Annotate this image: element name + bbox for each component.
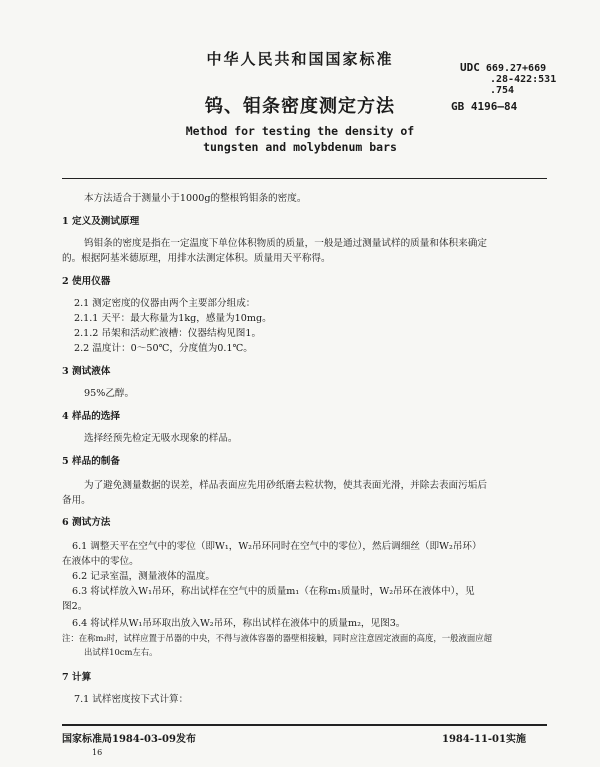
clause-6-2: 6.2 记录室温，测量液体的温度。 <box>72 571 216 582</box>
issue-date: 国家标准局1984-03-09发布 <box>62 734 196 745</box>
clause-2-1: 2.1 测定密度的仪器由两个主要部分组成： <box>74 298 256 309</box>
section-2-title: 2 使用仪器 <box>62 276 111 287</box>
udc-code <box>460 62 556 96</box>
udc-line-3: .754 <box>490 85 515 96</box>
document-title: 钨、钼条密度测定方法 <box>205 96 395 117</box>
clause-2-1-2: 2.1.2 吊架和活动贮液槽：仪器结构见图1。 <box>74 328 262 339</box>
section-1-title: 1 定义及测试原理 <box>62 216 140 227</box>
english-title-line-2: tungsten and molybdenum bars <box>203 140 397 154</box>
section-3-title: 3 测试液体 <box>62 366 111 377</box>
header-rule <box>62 178 547 179</box>
section-7-title: 7 计算 <box>62 672 92 683</box>
section-1-para-line-2: 的。根据阿基米德原理，用排水法测定体积。质量用天平称得。 <box>62 253 331 264</box>
udc-line-2: .28-422:531 <box>490 74 557 85</box>
section-5-para-line-1: 为了避免测量数据的误差，样品表面应先用砂纸磨去粒状物，使其表面光滑，并除去表面污垢后 <box>84 480 487 491</box>
clause-6-3-line-1: 6.3 将试样放入W₁吊环，称出试样在空气中的质量m₁（在称m₁质量时，W₂吊环在液体中），见 <box>72 586 475 597</box>
clause-6-1-line-2: 在液体中的零位。 <box>62 556 139 567</box>
section-1-para-line-1: 钨钼条的密度是指在一定温度下单位体积物质的质量，一般是通过测量试样的质量和体积来确定 <box>84 238 487 249</box>
udc-label: UDC <box>460 61 480 74</box>
clause-6-4: 6.4 将试样从W₁吊环取出放入W₂吊环，称出试样在液体中的质量m₂，见图3。 <box>72 618 406 629</box>
intro-paragraph: 本方法适合于测量小于1000g的整根钨钼条的密度。 <box>84 193 307 204</box>
footer-rule <box>62 724 547 726</box>
gb-number: GB 4196—84 <box>451 100 518 113</box>
english-title-line-1: Method for testing the density of <box>185 124 415 138</box>
section-5-title: 5 样品的制备 <box>62 456 120 467</box>
effective-date: 1984-11-01实施 <box>442 734 526 745</box>
issuing-country-standard: 中华人民共和国国家标准 <box>206 50 394 68</box>
udc-line-1: 669.27+669 <box>485 63 547 74</box>
note-line-1: 注：在称m₂时，试样应置于吊器的中央，不得与液体容器的器壁相接触，同时应注意固定液面的高度，一般液面应超 <box>62 633 493 643</box>
clause-2-1-1: 2.1.1 天平：最大称量为1kg，感量为10mg。 <box>74 313 272 324</box>
section-3-para: 95%乙醇。 <box>84 388 135 399</box>
section-4-title: 4 样品的选择 <box>62 411 120 422</box>
section-4-para: 选择经预先检定无吸水现象的样品。 <box>84 433 238 444</box>
note-line-2: 出试样10cm左右。 <box>84 647 158 657</box>
clause-7-1: 7.1 试样密度按下式计算： <box>74 694 189 705</box>
clause-2-2: 2.2 温度计：0～50℃，分度值为0.1℃。 <box>74 343 253 354</box>
clause-6-1-line-1: 6.1 调整天平在空气中的零位（即W₁，W₂吊环同时在空气中的零位），然后调细丝（即W₂吊环） <box>72 541 482 552</box>
clause-6-3-line-2: 图2。 <box>62 601 88 612</box>
section-6-title: 6 测试方法 <box>62 517 111 528</box>
section-5-para-line-2: 备用。 <box>62 495 91 506</box>
page-number: 16 <box>92 748 103 757</box>
